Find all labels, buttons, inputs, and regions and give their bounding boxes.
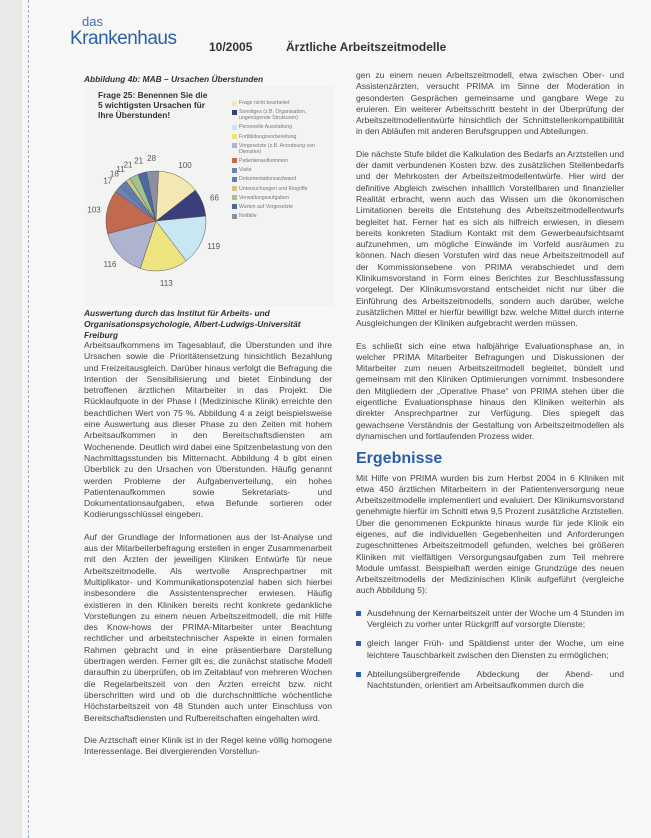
- chart-legend: [232, 100, 332, 222]
- legend-item: [232, 204, 332, 210]
- figure-question: Frage 25: Benennen Sie die 5 wichtigsten Ursachen für Ihre Überstunden!: [98, 90, 208, 120]
- legend-label: Visite: [239, 167, 252, 174]
- legend-item: [232, 213, 332, 219]
- legend-swatch: [232, 168, 237, 173]
- bullet-square-icon: [356, 641, 361, 646]
- legend-item: [232, 186, 332, 192]
- issue-number: 10/2005: [209, 40, 253, 54]
- legend-label: Personelle Ausstattung: [239, 124, 293, 131]
- slice-value-label: 28: [147, 154, 157, 164]
- legend-swatch: [232, 204, 237, 209]
- legend-swatch: [232, 143, 237, 148]
- paragraph: Auf der Grundlage der Informationen aus der Ist-Analyse und aus der Mitarbeiterbefragung erstellen in enger Zusammenarbeit mit den Ärzten der jeweiligen Kliniken Entwürfe für neue Arbeitszeitmodelle. Als wertvolle Ansprechpartner mit Multiplikator- und Kommunikationspotenzial haben sich hierbei insbesondere die Assistentensprecher erwiesen. Häufig existieren in den Kliniken bereits recht konkrete gedankliche Vorstellungen zu einem neuen Arbeitszeitmodell, die mit Hilfe des Know-hows der PRIMA-Mitarbeiter unter Beachtung rechtlicher und arbeitstechnischer Aspekte in einen formalen Rahmen gebracht und in eine präsentierbare Darstellung übertragen werden. Ferner gilt es, die zunächst statische Modell daraufhin zu überprüfen, ob im Zeitablauf von mehreren Wochen die Regelarbeitszeit von den Ärzten erreicht bzw. nicht überschritten wird und ob die durchschnittliche wöchentliche Höchstarbeitszeit von 48 Stunden auch unter Einschluss von Bereitschaftsdiensten und Rufbereitschaften eingehalten wird.: [84, 531, 332, 723]
- legend-label: Warten auf Vorgesetzte: [239, 203, 294, 210]
- slice-value-label: 21: [123, 160, 133, 170]
- bullet-item: [356, 669, 624, 692]
- legend-label: Untersuchungen und Eingriffe: [239, 185, 308, 192]
- legend-label: Vorgesetzte (z.B. Anordnung von Diensten): [239, 142, 315, 155]
- bullet-text: Abteilungsübergreifende Abdeckung der Abend- und Nachtstunden, orientiert am Arbeitsaufkommen durch die: [367, 668, 624, 691]
- paragraph: Es schließt sich eine etwa halbjährige Evaluationsphase an, in welcher PRIMA Mitarbeiter Befragungen und Diskussionen der Mitarbeiter zum neuen Arbeitszeitmodell begleitet, bündelt und gemeinsam mit den Kliniken Optimierungen vornimmt. Insbesondere den Mitgliedern der „Operative Phase“ von PRIMA stehen über die eigentliche Evaluationsphase hinaus den Kliniken weiterhin als direkter Ansprechpartner zur Verfügung. Dies spiegelt das gewachsene Verständnis der Gestaltung von Arbeitszeitmodellen als dynamischen und fortlaufenden Prozess wider.: [356, 340, 624, 441]
- slice-value-label: 11: [116, 164, 125, 174]
- figure: [84, 86, 334, 306]
- right-column: [356, 70, 624, 700]
- legend-label: Verwaltungsaufgaben: [239, 194, 289, 201]
- legend-swatch: [232, 158, 237, 163]
- slice-value-label: 116: [103, 260, 117, 270]
- legend-item: [232, 195, 332, 201]
- legend-label: Dokumentationsaufwand: [239, 176, 297, 183]
- legend-swatch: [232, 186, 237, 191]
- legend-label: Notfälle: [239, 213, 257, 220]
- slice-value-label: 103: [87, 205, 101, 215]
- slice-value-label: 21: [134, 156, 144, 166]
- results-heading: Ergebnisse: [356, 450, 443, 468]
- legend-label: Frage nicht bearbeitet: [239, 100, 290, 106]
- slice-value-label: 18: [109, 169, 119, 179]
- logo-krankenhaus: Krankenhaus: [70, 28, 177, 49]
- legend-label: Sonstiges (z.B. Organisation, ungenügende Strukturen): [239, 109, 307, 122]
- legend-swatch: [232, 214, 237, 219]
- slice-value-label: 100: [178, 161, 192, 171]
- logo-das: das: [82, 14, 103, 29]
- section-title: Ärztliche Arbeitszeitmodelle: [286, 40, 447, 54]
- page-header: [44, 14, 634, 60]
- slice-value-label: 17: [103, 176, 113, 186]
- paragraph: Arbeitsaufkommens im Tagesablauf, die Überstunden und ihre Ursachen sowie die Prioritätensetzung hinsichtlich Bezahlung und Freizeitausgleich. Darüber hinaus verfolgt die Befragung die Intention der Sensibilisierung und bietet Einbindung der betroffenen ärztlichen Mitarbeiter in das Projekt. Die Rücklaufquote in der Phase I (Medizinische Klinik) erreichte den beachtlichen Wert von 75 %. Abbildung 4 a zeigt beispielsweise eine Auswertung aus dieser Phase zu den Zeiten mit hohem Arbeitsaufkommen in den Bereitschaftsdiensten am Wochenende. Deutlich wird dabei eine Spitzenbelastung von den Nachmittagsstunden bis Mitternacht. Abbildung 4 b gibt einen Überblick zu den Ursachen von Überstunden. Häufig genannt werden Probleme der Aufgabenverteilung, ein hohes Patientenaufkommen sowie Sekretariats- und Dokumentationsaufgaben, etwa Befunde sortieren oder Kodierungsschlüssel eingeben.: [84, 340, 332, 520]
- legend-item: [232, 158, 332, 164]
- slice-value-label: 113: [159, 279, 173, 289]
- legend-item: [232, 124, 332, 130]
- legend-swatch: [232, 195, 237, 200]
- slice-value-label: 66: [210, 193, 219, 203]
- legend-label: Patientenaufkommen: [239, 157, 289, 164]
- legend-item: [232, 143, 332, 155]
- bullet-item: [356, 608, 624, 631]
- margin-guide: [28, 0, 37, 838]
- bullet-square-icon: [356, 672, 361, 677]
- slice-value-label: 119: [207, 242, 221, 252]
- figure-caption: Auswertung durch das Institut für Arbeits- und Organisationspsychologie, Albert-Ludwigs-Universität Freiburg: [84, 308, 301, 340]
- legend-label: Fortbildungsvorbereitung: [239, 133, 297, 140]
- bullet-text: Ausdehnung der Kernarbeitszeit unter der Woche um 4 Stunden im Vergleich zu vorher unter Rückgriff auf vorsorgte Dienste;: [367, 607, 624, 630]
- legend-swatch: [232, 177, 237, 182]
- paragraph: Die nächste Stufe bildet die Kalkulation des Bedarfs an Arztstellen und der damit verbundenen Kosten bzw. des zusätzlichen Stellenbedarfs und der Mehrkosten der Arbeitszeitmodellentwürfe. Hier wird der definitive Abgleich zwischen inhaltlich Vorstellbaren und finanzieller Realität erbracht, wenn auch das Wissen um die ökonomischen Limitationen bereits die Entstehung des Arbeitszeitmodellentwurfs begleitet hat. Ferner hat es sich als hilfreich erwiesen, in diesem bereits konkreten Stadium Kontakt mit dem Gewerbeaufsichtsamt aufzunehmen, um mögliche Einwände im Vorfeld ausräumen zu können. Nach diesen Vorstufen wird das neue Arbeitszeitmodell auf der Kommissionsebene von PRIMA verabschiedet und dem Klinikumsvorstand in Form eines Berichtes zur Beschlussfassung vorgelegt. Der Klinikumsvorstand entscheidet nicht nur über die Einführung des Arbeitszeitmodells, sondern auch darüber, welche zusätzlichen Mittel er hierfür bewilligt bzw. welche Mittel durch interne Ausgleichungen der Kliniken aufgebracht werden müssen.: [356, 148, 625, 329]
- bullet-text: gleich langer Früh- und Spätdienst unter der Woche, um eine leichtere Tauschbarkeit zwischen den Diensten zu ermöglichen;: [367, 638, 624, 660]
- legend-swatch: [232, 101, 237, 106]
- bullet-square-icon: [356, 611, 361, 616]
- legend-item: [232, 109, 332, 121]
- legend-swatch: [232, 134, 237, 139]
- bullet-item: [356, 638, 624, 661]
- figure-title: Abbildung 4b: MAB – Ursachen Überstunden: [84, 74, 264, 84]
- legend-swatch: [232, 110, 237, 115]
- legend-item: [232, 100, 332, 106]
- paragraph: Mit Hilfe von PRIMA wurden bis zum Herbst 2004 in 6 Kliniken mit etwa 450 ärztlichen Mitarbeitern in der Patientenversorgung neue Arbeitszeitmodelle implementiert und evaluiert. Der Klinikumsvorstand genehmigte hierfür im Schnitt etwa 9,5 Prozent zusätzliche Arztstellen. Über die genommenen Eckpunkte hinaus wurde für jede Klinik ein eigenes, auf die individuellen Gegebenheiten und Anforderungen zugeschnittenes Arbeitszeitmodell gefunden, welches bei größeren Kliniken mit vielfältigen Versorgungsaufgaben zum Teil mehrere Module umfasst. Beispielhaft werden einige Grundzüge des neuen Arbeitszeitmodells der Medizinischen Klinik aufgeführt (vergleiche auch Abbildung 5):: [356, 472, 624, 596]
- pie-chart: [84, 136, 234, 306]
- legend-item: [232, 134, 332, 140]
- left-column: [84, 340, 332, 768]
- legend-item: [232, 176, 332, 182]
- paragraph: Die Arztschaft einer Klinik ist in der Regel keine völlig homogene Interessenlage. Bei divergierenden Vorstellun-: [84, 734, 332, 757]
- legend-swatch: [232, 125, 237, 130]
- legend-item: [232, 167, 332, 173]
- paragraph: gen zu einem neuen Arbeitszeitmodell, etwa zwischen Ober- und Assistenzärzten, versucht PRIMA im Sinne der Moderation in gesonderten Gesprächen gemeinsame und gangbare Wege zu eruieren. Ein weiterer Arbeitsschritt besteht in der Überprüfung der Arbeitszeitmodellentwürfe hinsichtlich der Schnittstellenkompatibilität in den Abläufen mit anderen Berufsgruppen und Abteilungen.: [356, 70, 624, 137]
